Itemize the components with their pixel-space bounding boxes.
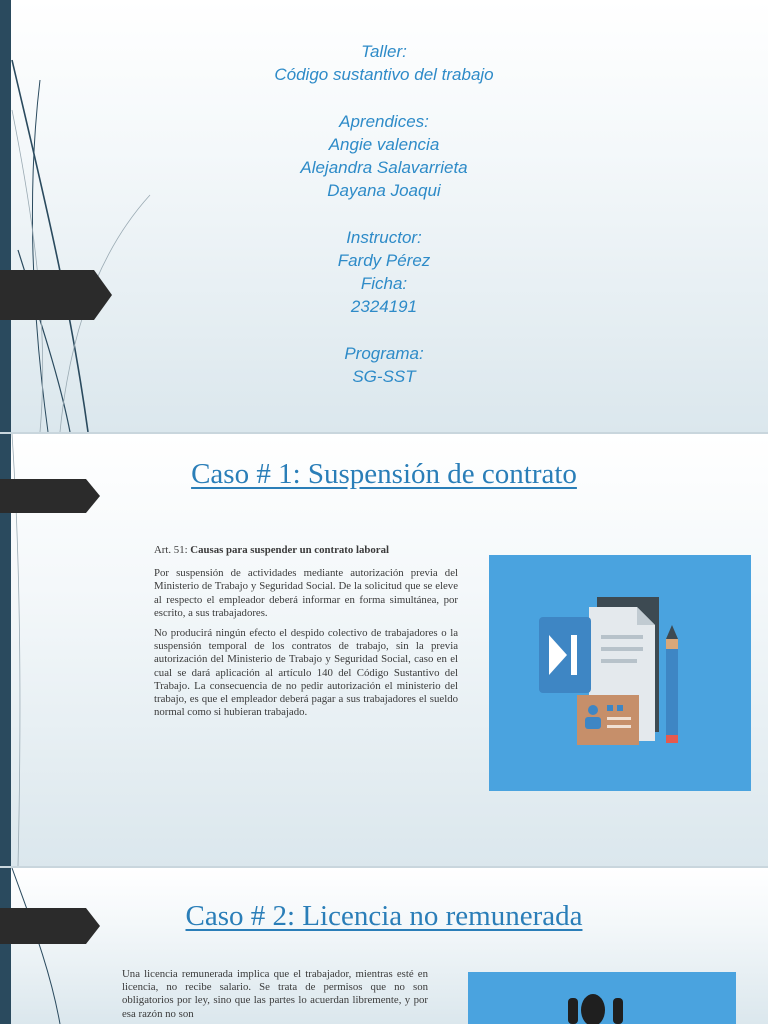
cover-text [0, 40, 768, 388]
case1-slide [0, 434, 768, 866]
cover-line: Dayana Joaqui [327, 181, 441, 201]
case2-slide [0, 868, 768, 1024]
cover-line: Aprendices: [339, 111, 429, 131]
case1-paragraph: No producirá ningún efecto el despido colectivo de trabajadores o la suspensión temporal de los contratos de trabajo, sin la previa autorización del Ministerio de Trabajo y Seguridad Social, caso en el cual se dará aplicación al artículo 140 del Código Sustantivo del Trabajo. La consecuencia de no pedir autorización el ministerio del trabajo, es que el empleador deberá pagar a sus trabajadores el sueldo normal como si hubieran trabajado. [154, 627, 458, 719]
people-icon [468, 972, 736, 1024]
case1-title: Caso # 1: Suspensión de contrato [191, 458, 577, 490]
cover-line: Angie valencia [328, 134, 440, 154]
case1-body [154, 544, 458, 726]
cover-line: Alejandra Salavarrieta [300, 158, 468, 177]
decorative-curves [0, 868, 80, 1024]
case2-paragraph: Una licencia remunerada implica que el trabajador, mientras esté en licencia, no recibe salario. Se trata de permisos que no son obligatorios por ley, sino que las partes lo acuerdan libremente, y por esa razón no son [122, 968, 428, 1020]
article-number: Art. 51 [154, 544, 185, 556]
article-separator: : [184, 544, 191, 556]
cover-line: Ficha: [360, 274, 408, 293]
cover-line: Programa: [344, 343, 424, 363]
case2-title: Caso # 2: Licencia no remunerada [185, 900, 583, 932]
cover-slide [0, 0, 768, 432]
article-title: Causas para suspender un contrato laboral [190, 544, 389, 556]
cover-line [0, 202, 768, 225]
cover-line: SG-SST [352, 366, 416, 386]
cover-line [0, 318, 768, 341]
cover-line: Código sustantivo del trabajo [274, 65, 494, 85]
cover-line: Fardy Pérez [337, 250, 431, 270]
cover-line [0, 86, 768, 109]
document-contract-icon [489, 555, 751, 791]
article-heading [154, 544, 458, 557]
case2-body [122, 968, 428, 1024]
case1-paragraph: Por suspensión de actividades mediante autorización previa del Ministerio de Trabajo y Seguridad Social. De la solicitud que se eleve al respecto el empleador deberá informar en forma simultánea, por escrito, a sus trabajadores. [154, 567, 458, 619]
cover-line: Taller: [361, 42, 407, 61]
cover-line: Instructor: [346, 227, 422, 247]
cover-line: 2324191 [350, 297, 418, 317]
